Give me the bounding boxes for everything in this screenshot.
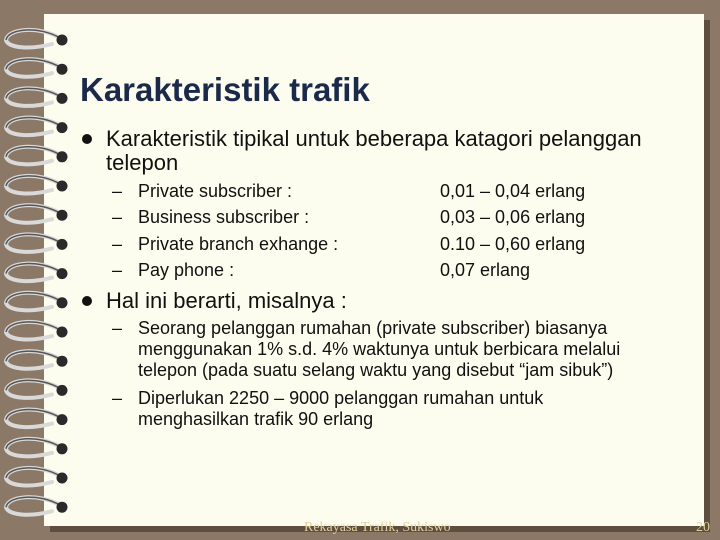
bullet-text-line2: telepon bbox=[106, 150, 179, 175]
example-line2: menggunakan 1% s.d. 4% waktunya untuk berbicara melalui bbox=[138, 339, 621, 359]
dash-icon: – bbox=[112, 260, 123, 280]
binding-ring-icon bbox=[6, 205, 68, 223]
binding-ring-icon bbox=[6, 468, 68, 486]
example-line1: Seorang pelanggan rumahan (private subscriber) biasanya bbox=[138, 318, 608, 338]
page-number: 20 bbox=[696, 520, 710, 535]
slide-title: Karakteristik trafik bbox=[80, 71, 370, 108]
subscriber-value: 0,03 – 0,06 erlang bbox=[440, 207, 586, 227]
spiral-binding bbox=[0, 0, 80, 540]
binding-ring-icon bbox=[6, 264, 68, 282]
subscriber-label: Business subscriber : bbox=[138, 207, 310, 227]
subscriber-value: 0.10 – 0,60 erlang bbox=[440, 234, 586, 254]
example-line1: Diperlukan 2250 – 9000 pelanggan rumahan untuk bbox=[138, 388, 544, 408]
binding-ring-icon bbox=[6, 176, 68, 194]
binding-ring-icon bbox=[6, 380, 68, 398]
bullet-text: Hal ini berarti, misalnya : bbox=[106, 288, 347, 313]
binding-ring-icon bbox=[6, 118, 68, 136]
dash-icon: – bbox=[112, 388, 123, 408]
binding-rings bbox=[6, 30, 68, 515]
example-line2: menghasilkan trafik 90 erlang bbox=[138, 409, 374, 429]
dash-icon: – bbox=[112, 234, 123, 254]
bullet-dot-icon bbox=[82, 296, 92, 306]
binding-ring-icon bbox=[6, 439, 68, 457]
binding-ring-icon bbox=[6, 59, 68, 77]
dash-icon: – bbox=[112, 207, 123, 227]
footer-text: Rekayasa Trafik, Sukiswo bbox=[304, 520, 451, 535]
bullet-text-line1: Karakteristik tipikal untuk beberapa katagori pelanggan bbox=[106, 126, 642, 151]
subscriber-value: 0,01 – 0,04 erlang bbox=[440, 181, 586, 201]
binding-ring-icon bbox=[6, 497, 68, 515]
subscriber-label: Private branch exhange : bbox=[138, 234, 339, 254]
binding-ring-icon bbox=[6, 351, 68, 369]
binding-ring-icon bbox=[6, 322, 68, 340]
binding-ring-icon bbox=[6, 30, 68, 48]
example-line3: telepon (pada suatu selang waktu yang disebut “jam sibuk”) bbox=[138, 360, 614, 380]
binding-ring-icon bbox=[6, 293, 68, 311]
subscriber-label: Private subscriber : bbox=[138, 181, 293, 201]
dash-icon: – bbox=[112, 181, 123, 201]
binding-ring-icon bbox=[6, 410, 68, 428]
dash-icon: – bbox=[112, 318, 123, 338]
binding-ring-icon bbox=[6, 234, 68, 252]
binding-ring-icon bbox=[6, 147, 68, 165]
subscriber-label: Pay phone : bbox=[138, 260, 235, 280]
subscriber-value: 0,07 erlang bbox=[440, 260, 531, 280]
bullet-dot-icon bbox=[82, 134, 92, 144]
binding-ring-icon bbox=[6, 88, 68, 106]
